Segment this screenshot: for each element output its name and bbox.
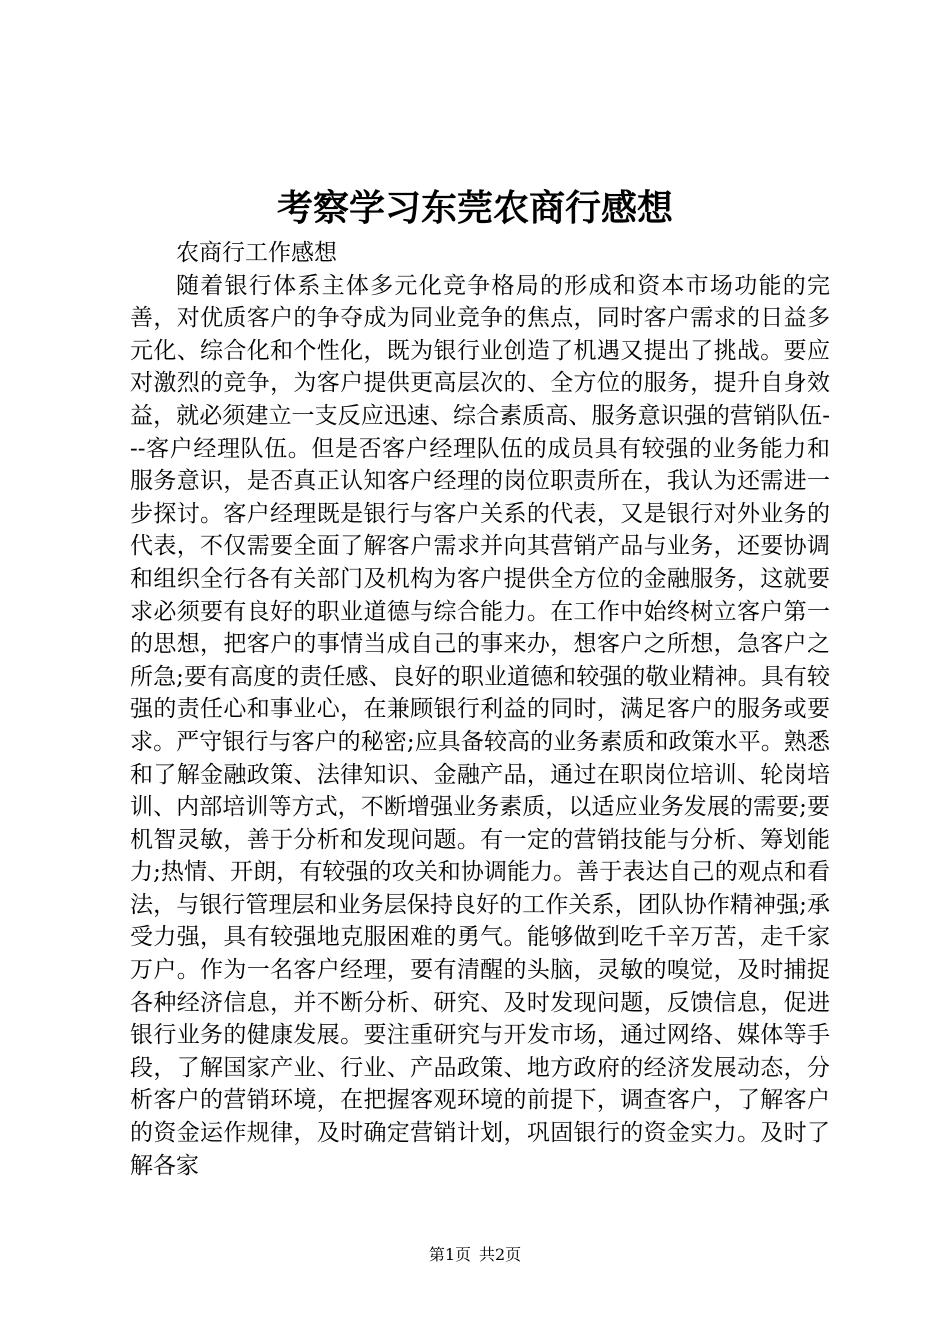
document-subtitle: 农商行工作感想 bbox=[176, 240, 337, 266]
page-footer bbox=[0, 1243, 950, 1267]
document-body bbox=[130, 237, 830, 1182]
page-number-total: 共2页 bbox=[479, 1245, 522, 1264]
page-number-current: 第1页 bbox=[428, 1245, 471, 1264]
document-title: 考察学习东莞农商行感想 bbox=[276, 187, 673, 229]
body-paragraph: 随着银行体系主体多元化竞争格局的形成和资本市场功能的完善，对优质客户的争夺成为同业竞争的焦点，同时客户需求的日益多元化、综合化和个性化，既为银行业创造了机遇又提出了挑战。要应对激烈的竞争，为客户提供更高层次的、全方位的服务，提升自身效益，就必须建立一支反应迅速、综合素质高、服务意识强的营销队伍---客户经理队伍。但是否客户经理队伍的成员具有较强的业务能力和服务意识，是否真正认知客户经理的岗位职责所在，我认为还需进一步探讨。客户经理既是银行与客户关系的代表，又是银行对外业务的代表，不仅需要全面了解客户需求并向其营销产品与业务，还要协调和组织全行各有关部门及机构为客户提供全方位的金融服务，这就要求必须要有良好的职业道德与综合能力。在工作中始终树立客户第一的思想，把客户的事情当成自己的事来办，想客户之所想，急客户之所急;要有高度的责任感、良好的职业道德和较强的敬业精神。具有较强的责任心和事业心，在兼顾银行利益的同时，满足客户的服务或要求。严守银行与客户的秘密;应具备较高的业务素质和政策水平。熟悉和了解金融政策、法律知识、金融产品，通过在职岗位培训、轮岗培训、内部培训等方式，不断增强业务素质，以适应业务发展的需要;要机智灵敏，善于分析和发现问题。有一定的营销技能与分析、筹划能力;热情、开朗，有较强的攻关和协调能力。善于表达自己的观点和看法，与银行管理层和业务层保持良好的工作关系，团队协作精神强;承受力强，具有较强地克服困难的勇气。能够做到吃千辛万苦，走千家万户。作为一名客户经理，要有清醒的头脑，灵敏的嗅觉，及时捕捉各种经济信息，并不断分析、研究、及时发现问题，反馈信息，促进银行业务的健康发展。要注重研究与开发市场，通过网络、媒体等手段，了解国家产业、行业、产品政策、地方政府的经济发展动态，分析客户的营销环境，在把握客观环境的前提下，调查客户，了解客户的资金运作规律，及时确定营销计划，巩固银行的资金实力。及时了解各家 bbox=[130, 272, 830, 1179]
